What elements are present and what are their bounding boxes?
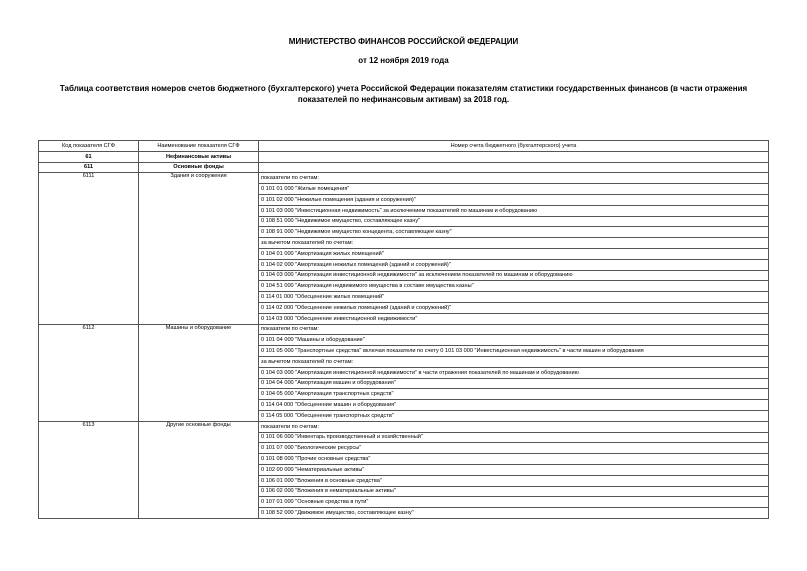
table-row xyxy=(39,324,769,335)
document-date: от 12 ноября 2019 года xyxy=(358,56,449,65)
document-title: Таблица соответствия номеров счетов бюджетного (бухгалтерского) учета Российской Федерации показателям статистики государственных финансов (в части отражения показателей по нефинансовым активам) за 2018 год. xyxy=(59,84,748,104)
cell-name: Нефинансовые активы xyxy=(139,151,259,162)
cell-account: 0 101 02 000 "Нежилые помещения (здания и сооружения)" xyxy=(259,194,769,205)
cell-code: 611 xyxy=(39,162,139,173)
column-header-code: Код показателя СГФ xyxy=(39,141,139,152)
table-row xyxy=(39,151,769,162)
cell-account: 0 101 06 000 "Инвентарь производственный и хозяйственный" xyxy=(259,432,769,443)
cell-code: 6111 xyxy=(39,173,139,324)
cell-account: 0 106 02 000 "Вложения в нематериальные активы" xyxy=(259,486,769,497)
cell-name: Другие основные фонды xyxy=(139,421,259,518)
cell-account: 0 104 03 000 "Амортизация инвестиционной недвижимости" в части отражения показателей по машинам и оборудованию xyxy=(259,367,769,378)
cell-name: Основные фонды xyxy=(139,162,259,173)
cell-account: 0 104 03 000 "Амортизация инвестиционной недвижимости" за исключением показателей по машинам и оборудованию xyxy=(259,270,769,281)
cell-account: 0 101 05 000 "Транспортные средства" включая показатели по счету 0 101 03 000 "Инвестиционная недвижимость" в части машин и оборудования xyxy=(259,346,769,357)
cell-account xyxy=(259,162,769,173)
cell-account: 0 104 51 000 "Амортизация недвижимого имущества в составе имущества казны" xyxy=(259,281,769,292)
cell-account: 0 104 01 000 "Амортизация жилых помещений" xyxy=(259,248,769,259)
column-header-account: Номер счета бюджетного (бухгалтерского) учета xyxy=(259,141,769,152)
table-header-row xyxy=(39,141,769,152)
table-row xyxy=(39,421,769,432)
table-row xyxy=(39,162,769,173)
cell-account: за вычетом показателей по счетам: xyxy=(259,238,769,249)
cell-code: 61 xyxy=(39,151,139,162)
cell-account: 0 108 91 000 "Недвижимое имущество концедента, составляющее казну" xyxy=(259,227,769,238)
cell-account: 0 104 04 000 "Амортизация машин и оборудования" xyxy=(259,378,769,389)
cell-account: за вычетом показателей по счетам: xyxy=(259,356,769,367)
cell-account: 0 106 01 000 "Вложения в основные средства" xyxy=(259,475,769,486)
cell-code: 6113 xyxy=(39,421,139,518)
cell-account: показатели по счетам: xyxy=(259,421,769,432)
cell-code: 6112 xyxy=(39,324,139,421)
cell-account: 0 101 01 000 "Жилые помещения" xyxy=(259,184,769,195)
correspondence-table xyxy=(38,140,769,519)
cell-account: 0 114 02 000 "Обесценение нежилых помещений (зданий и сооружений)" xyxy=(259,302,769,313)
table-row xyxy=(39,173,769,184)
cell-account: 0 104 02 000 "Амортизация нежилых помещений (зданий и сооружений)" xyxy=(259,259,769,270)
cell-account: 0 114 05 000 "Обесценение транспортных средств" xyxy=(259,410,769,421)
column-header-name: Наименование показателя СГФ xyxy=(139,141,259,152)
cell-account xyxy=(259,151,769,162)
ministry-heading: МИНИСТЕРСТВО ФИНАНСОВ РОССИЙСКОЙ ФЕДЕРАЦИИ xyxy=(288,37,519,46)
cell-account: 0 107 01 000 "Основные средства в пути" xyxy=(259,497,769,508)
cell-account: показатели по счетам: xyxy=(259,324,769,335)
cell-account: показатели по счетам: xyxy=(259,173,769,184)
cell-account: 0 108 52 000 "Движимое имущество, составляющее казну" xyxy=(259,508,769,519)
cell-account: 0 101 04 000 "Машины и оборудование" xyxy=(259,335,769,346)
cell-account: 0 104 05 000 "Амортизация транспортных средств" xyxy=(259,389,769,400)
cell-account: 0 101 03 000 "Инвестиционная недвижимость" за исключением показателей по машинам и оборудованию xyxy=(259,205,769,216)
cell-account: 0 114 03 000 "Обесценение инвестиционной недвижимости" xyxy=(259,313,769,324)
cell-name: Машины и оборудование xyxy=(139,324,259,421)
cell-account: 0 108 51 000 "Недвижимое имущество, составляющее казну" xyxy=(259,216,769,227)
cell-name: Здания и сооружения xyxy=(139,173,259,324)
cell-account: 0 114 01 000 "Обесценение жилых помещений" xyxy=(259,292,769,303)
cell-account: 0 101 07 000 "Биологические ресурсы" xyxy=(259,443,769,454)
cell-account: 0 114 04 000 "Обесценение машин и оборудования" xyxy=(259,400,769,411)
cell-account: 0 101 08 000 "Прочие основные средства" xyxy=(259,454,769,465)
cell-account: 0 102 00 000 "Нематериальные активы" xyxy=(259,464,769,475)
